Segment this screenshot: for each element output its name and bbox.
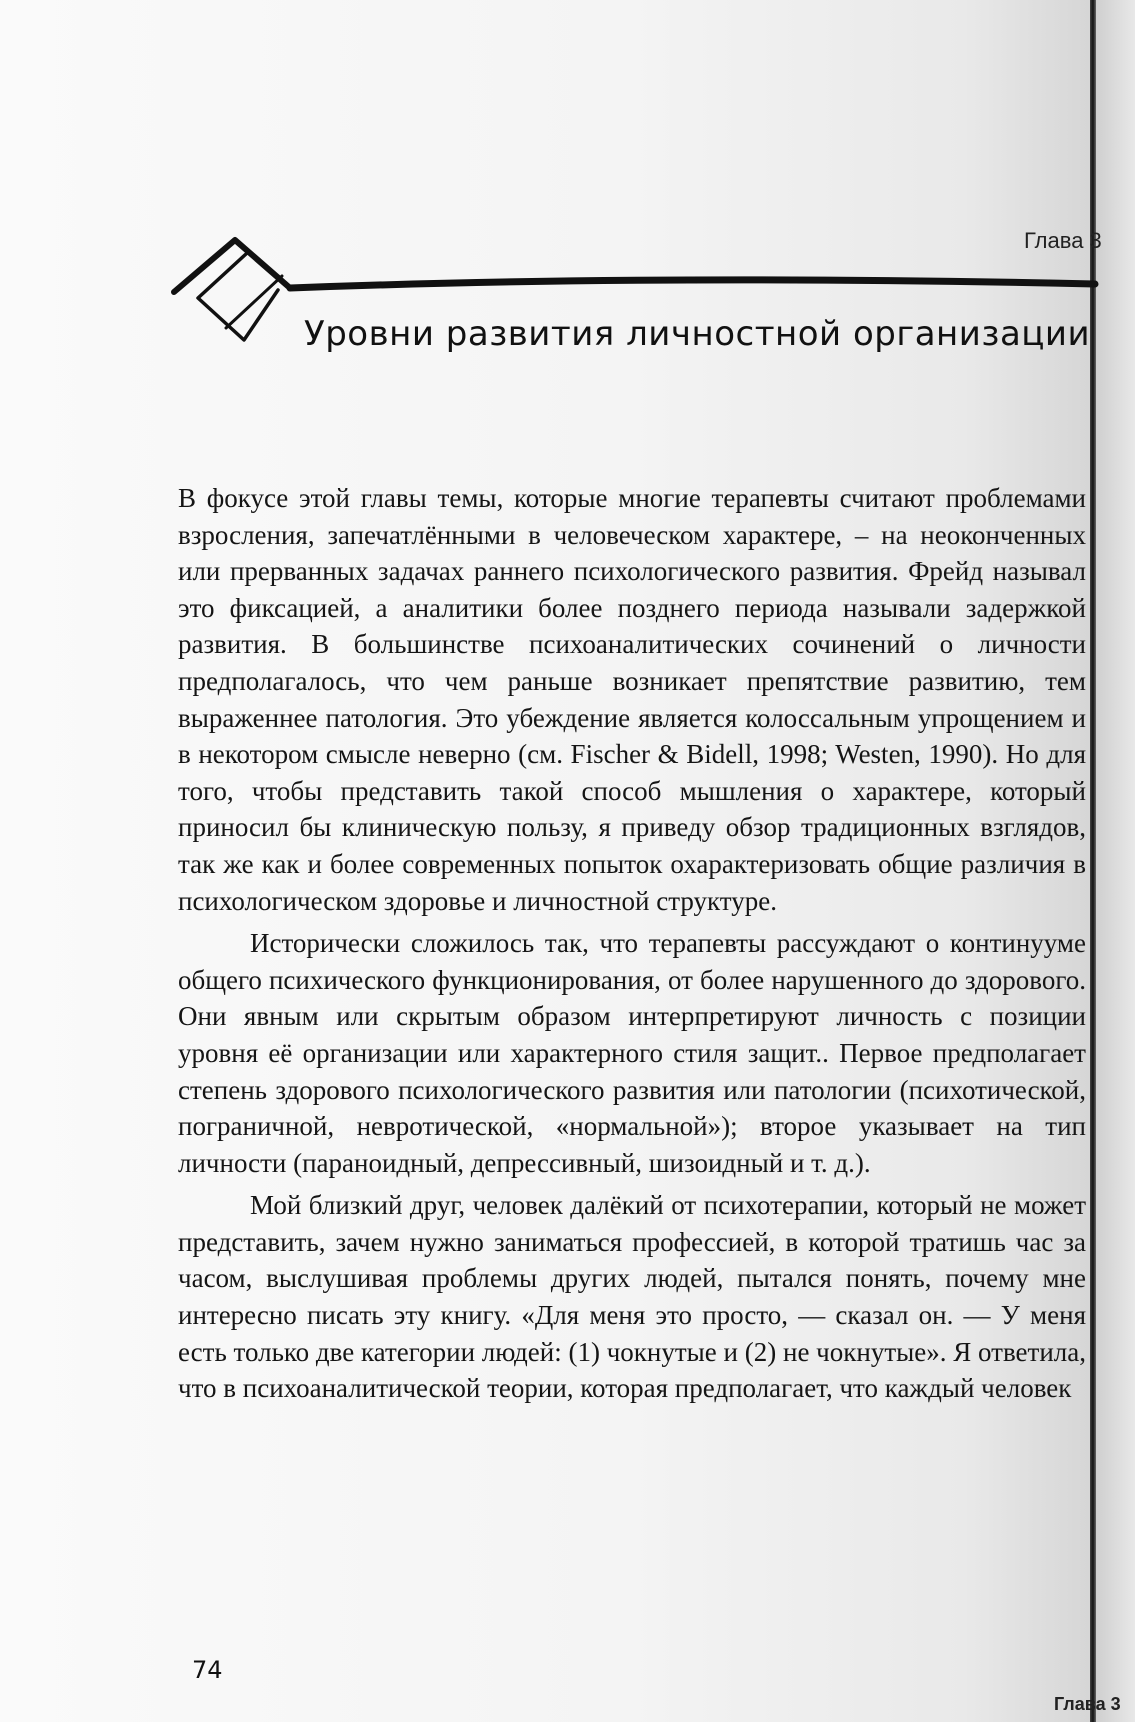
running-head: Глава 3 <box>1024 228 1102 253</box>
footer-chapter-tab: Глава 3 <box>1054 1694 1121 1714</box>
spine-shadow <box>1096 0 1135 1722</box>
paragraph-3: Мой близкий друг, человек далёкий от психотерапии, который не может представить, зачем нужно заниматься профессией, в которой тратишь час за часом, выслушивая проблемы других людей, пытался понять, почему мне интересно писать эту книгу. «Для меня это просто, — сказал он. — У меня есть только две категории людей: (1) чокнутые и (2) не чокнутые». Я ответила, что в психоаналитической теории, которая предполагает, что каждый человек <box>178 1190 1086 1404</box>
paragraph-2: Исторически сложилось так, что терапевты рассуждают о континууме общего психического функционирования, от более нарушенного до здорового. Они явным или скрытым образом интерпретируют личность с позиции уровня её организации или характерного стиля защит.. Первое предполагает степень здорового психологического развития или патологии (психотической, пограничной, невротической, «нормальной»); второе указывает на тип личности (параноидный, депрессивный, шизоидный и т. д.). <box>178 928 1086 1178</box>
ornament-rule-line <box>290 280 1095 288</box>
chapter-title: Уровни развития личностной организации <box>304 314 1091 354</box>
page-number: 74 <box>192 1656 223 1684</box>
paragraph-1: В фокусе этой главы темы, которые многие терапевты считают проблемами взросления, запечатлёнными в человеческом характере, – на неоконченных или прерванных задачах раннего психологического развития. Фрейд называл это фиксацией, а аналитики более позднего периода называли задержкой развития. В большинстве психоаналитических сочинений о личности предполагалось, что чем раньше возникает препятствие развитию, тем выраженнее патология. Это убеждение является колоссальным упрощением и в некотором смысле неверно (см. Fischer & Bidell, 1998; Westen, 1990). Но для того, чтобы представить такой способ мышления о характере, который приносил бы клиническую пользу, я приведу обзор традиционных взглядов, так же как и более современных попыток охарактеризовать общие различия в психологическом здоровье и личностной структуре. <box>178 483 1086 916</box>
body-text <box>178 480 1086 1413</box>
ornament-diagonal <box>226 276 282 328</box>
